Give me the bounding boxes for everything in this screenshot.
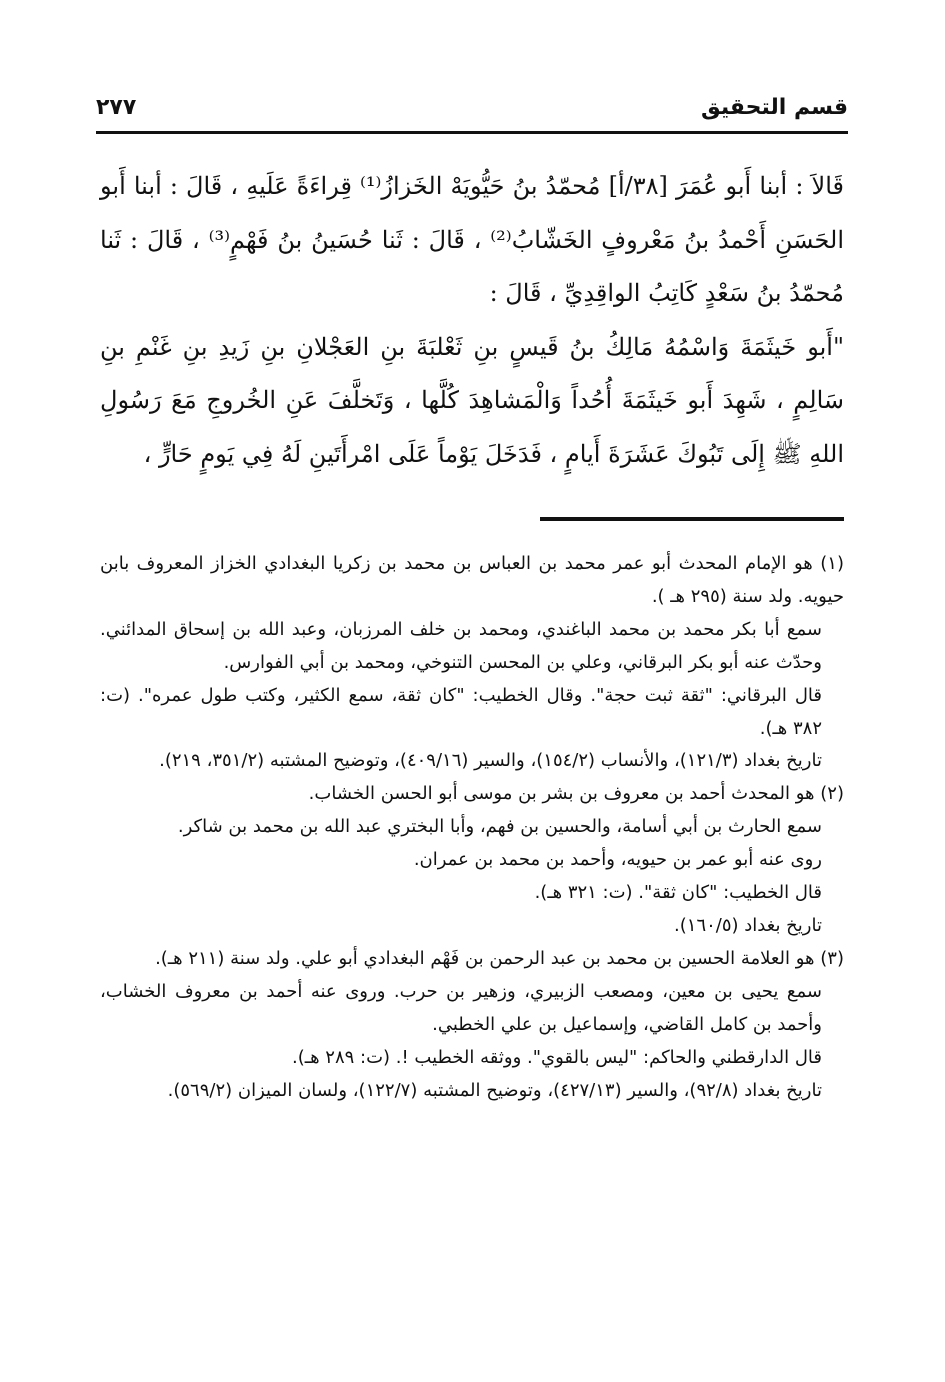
page-header bbox=[96, 92, 848, 128]
footnote-line: قال الدارقطني والحاكم: "ليس بالقوي". ووثقه الخطيب !. (ت: ٢٨٩ هـ). bbox=[292, 1046, 822, 1068]
main-text bbox=[100, 160, 844, 481]
footnote-separator bbox=[540, 517, 844, 521]
footnote-line: قال الخطيب: "كان ثقة". (ت: ٣٢١ هـ). bbox=[534, 882, 822, 904]
footnote-line: (٣) هو العلامة الحسين بن محمد بن عبد الرحمن بن فَهْم البغدادي أبو علي. ولد سنة (٢١١ هـ). bbox=[155, 947, 844, 969]
footnote-line: تاريخ بغداد (٩٢/٨)، والسير (٤٢٧/١٣)، وتوضيح المشتبه (١٢٢/٧)، ولسان الميزان (٥٦٩/٢). bbox=[167, 1079, 822, 1101]
footnote-line: تاريخ بغداد (١٢١/٣)، والأنساب (١٥٤/٢)، والسير (٤٠٩/١٦)، وتوضيح المشتبه (٣٥١/٢، ٢١٩). bbox=[159, 750, 822, 772]
footnote-line: قال البرقاني: "ثقة ثبت حجة". وقال الخطيب: "كان ثقة، سمع الكثير، وكتب طول عمره". (ت: ٣٨٢ هـ). bbox=[100, 684, 822, 739]
footnote-1 bbox=[100, 548, 844, 778]
footnote-line: (٢) هو المحدث أحمد بن معروف بن بشر بن موسى أبو الحسن الخشاب. bbox=[308, 783, 844, 805]
main-paragraph: قَالاَ : أبنا أَبو عُمَرَ [٣٨/أ] مُحمّدُ بنُ حَيُّويَهْ الخَزازُ⁽¹⁾ قِراءَةً عَلَيهِ ، قَالَ : أبنا أَبو الحَسَنِ أَحْمدُ بنُ مَعْروفٍ الخَشّابُ⁽²⁾ ، قَالَ : ثَنا حُسَينُ بنُ فَهْمٍ⁽³⁾ ، قَالَ : ثَنا مُحمّدُ بنُ سَعْدٍ كَاتِبُ الواقِدِيِّ ، قَالَ : bbox=[100, 172, 844, 307]
header-rule bbox=[96, 131, 848, 134]
footnote-line: روى عنه أبو عمر بن حيويه، وأحمد بن محمد بن عمران. bbox=[413, 849, 822, 871]
footnote-line: سمع الحارث بن أبي أسامة، والحسين بن فهم، وأبا البختري عبد الله بن محمد بن شاكر. bbox=[177, 816, 822, 838]
main-paragraph: "أَبو خَيثَمَةَ وَاسْمُهُ مَالِكُ بنُ قَيسٍ بنِ ثَعْلبَةَ بنِ العَجْلانِ بنِ زَيدِ بنِ غَنْمِ بنِ سَالِمٍ ، شَهِدَ أَبو خَيثَمَةَ أُحُداً وَالْمَشاهِدَ كُلَّها ، وَتَخلَّفَ عَنِ الخُروجِ مَعَ رَسُولِ اللهِ ﷺ إِلَى تَبُوكَ عَشَرَةَ أَيامٍ ، فَدَخَلَ يَوْماً عَلَى امْرأَتَينِ لَهُ فِي يَومٍ حَارٍّ ، bbox=[100, 332, 844, 468]
footnote-line: (١) هو الإمام المحدث أبو عمر محمد بن العباس بن محمد بن زكريا البغدادي الخزاز المعروف بابن حيويه. ولد سنة (٢٩٥ هـ ). bbox=[100, 553, 844, 607]
footnote-3 bbox=[100, 943, 844, 1108]
footnotes bbox=[100, 548, 844, 1107]
footnote-line: تاريخ بغداد (١٦٠/٥). bbox=[674, 914, 822, 936]
footnote-line: سمع يحيى بن معين، ومصعب الزبيري، وزهير بن حرب. وروى عنه أحمد بن معروف الخشاب، وأحمد بن كامل القاضي، وإسماعيل بن علي الخطبي. bbox=[100, 980, 822, 1035]
section-title: قسم التحقيق bbox=[701, 95, 848, 120]
footnote-line: سمع أبا بكر محمد بن محمد الباغندي، ومحمد بن خلف المرزبان، وعبد الله بن إسحاق المدائني. وحدّث عنه أبو بكر البرقاني، وعلي بن المحسن التنوخي، ومحمد بن أبي الفوارس. bbox=[100, 618, 822, 673]
page-number: ٢٧٧ bbox=[96, 95, 137, 120]
footnote-2 bbox=[100, 778, 844, 943]
